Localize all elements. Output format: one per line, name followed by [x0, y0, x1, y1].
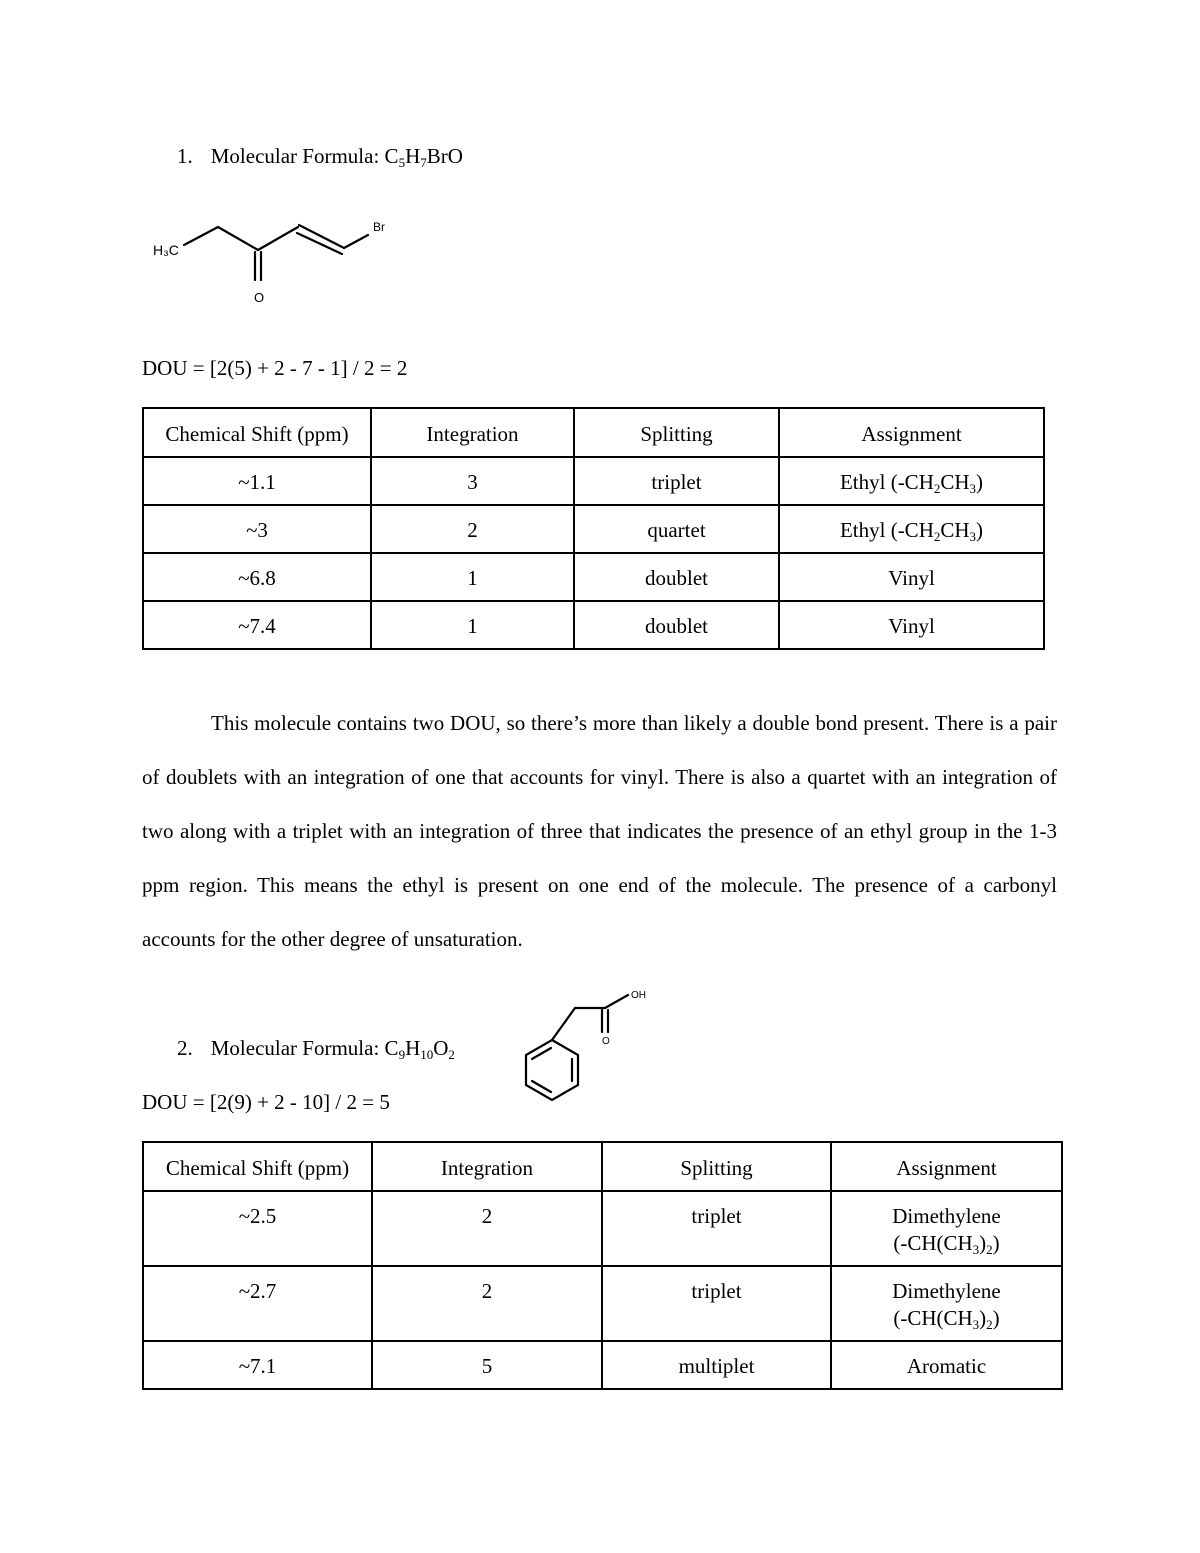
cell-shift: ~7.4: [143, 601, 371, 649]
cell-integration: 3: [371, 457, 574, 505]
header-integration: Integration: [371, 408, 574, 457]
cell-shift: ~3: [143, 505, 371, 553]
cell-splitting: doublet: [574, 553, 779, 601]
cell-splitting: triplet: [602, 1191, 831, 1266]
formula-label: Molecular Formula:: [210, 1036, 385, 1060]
cell-integration: 5: [372, 1341, 602, 1389]
header-assignment: Assignment: [831, 1142, 1062, 1191]
cell-splitting: doublet: [574, 601, 779, 649]
cell-integration: 1: [371, 601, 574, 649]
oxygen-label: O: [254, 290, 265, 305]
table-row: [143, 1266, 1062, 1341]
cell-assignment: Ethyl $(-CH_2CH_3)$: [779, 457, 1044, 505]
dou-equation-2: DOU = [2(9) + 2 - 10] / 2 = 5: [142, 1090, 390, 1114]
explanation-paragraph: [142, 696, 1057, 966]
cell-integration: 2: [371, 505, 574, 553]
molecular-formula: $C_9H_{10}O_2$: [384, 1036, 455, 1062]
nmr-table-2: [142, 1141, 1063, 1390]
header-splitting: Splitting: [602, 1142, 831, 1191]
table-row: [143, 457, 1044, 505]
problem-number: 2.: [177, 1036, 193, 1060]
header-shift: Chemical Shift (ppm): [143, 1142, 372, 1191]
cell-splitting: multiplet: [602, 1341, 831, 1389]
cell-shift: ~1.1: [143, 457, 371, 505]
cell-shift: ~7.1: [143, 1341, 372, 1389]
header-assignment: Assignment: [779, 408, 1044, 457]
cell-assignment: Ethyl $(-CH_2CH_3)$: [779, 505, 1044, 553]
methyl-label: H₃C: [153, 242, 179, 258]
cell-assignment: Vinyl: [779, 553, 1044, 601]
table-row: [143, 1191, 1062, 1266]
header-integration: Integration: [372, 1142, 602, 1191]
table-header-row: [143, 408, 1044, 457]
cell-shift: ~6.8: [143, 553, 371, 601]
table-row: [143, 601, 1044, 649]
cell-assignment: Dimethylene $(-CH(CH_3)_2)$: [831, 1191, 1062, 1266]
dou-equation-1: DOU = [2(5) + 2 - 7 - 1] / 2 = 2: [142, 356, 408, 380]
paragraph-text: This molecule contains two DOU, so there’s more than likely a double bond present. There is a pair of doublets with an integration of one that accounts for vinyl. There is also a quartet with an integration of two along with a triplet with an integration of three that indicates the presence of an ethyl group in the 1-3 ppm region. This means the ethyl is present on one end of the molecule. The presence of a carbonyl accounts for the other degree of unsaturation.: [142, 711, 1057, 951]
cell-shift: ~2.7: [143, 1266, 372, 1341]
cell-splitting: quartet: [574, 505, 779, 553]
table-row: [143, 505, 1044, 553]
header-splitting: Splitting: [574, 408, 779, 457]
table-row: [143, 1341, 1062, 1389]
cell-integration: 2: [372, 1266, 602, 1341]
table-row: [143, 553, 1044, 601]
molecular-formula: $C_5H_7BrO$: [384, 144, 463, 170]
cell-assignment: Aromatic: [831, 1341, 1062, 1389]
header-shift: Chemical Shift (ppm): [143, 408, 371, 457]
bromine-label: Br: [373, 220, 385, 234]
problem-1-heading: [177, 144, 463, 170]
problem-number: 1.: [177, 144, 193, 168]
structure-2-phenylpropanoic-acid: [515, 985, 665, 1110]
table-header-row: [143, 1142, 1062, 1191]
cell-integration: 1: [371, 553, 574, 601]
nmr-table-1: [142, 407, 1045, 650]
cell-assignment: Vinyl: [779, 601, 1044, 649]
cell-shift: ~2.5: [143, 1191, 372, 1266]
cell-integration: 2: [372, 1191, 602, 1266]
cell-splitting: triplet: [602, 1266, 831, 1341]
hydroxyl-label: OH: [631, 990, 646, 1001]
cell-assignment: Dimethylene $(-CH(CH_3)_2)$: [831, 1266, 1062, 1341]
problem-2-heading: [177, 1036, 455, 1062]
formula-label: Molecular Formula:: [210, 144, 385, 168]
structure-1-bromovinyl-ketone: [140, 210, 420, 320]
cell-splitting: triplet: [574, 457, 779, 505]
oxygen-label: O: [602, 1036, 610, 1047]
